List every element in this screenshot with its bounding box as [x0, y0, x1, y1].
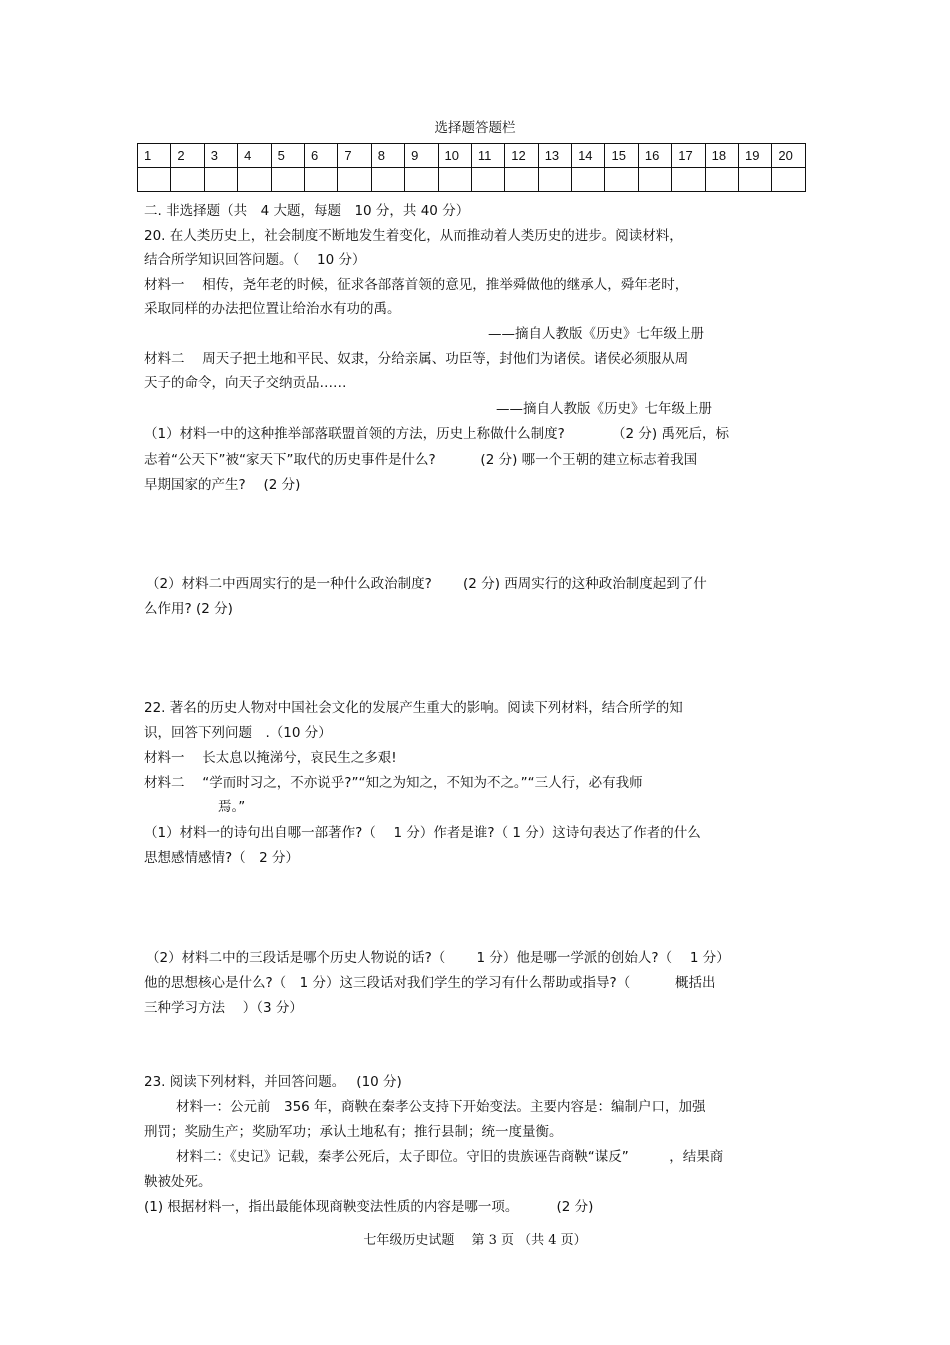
- sub-question: 他的思想核心是什么?（ 1 分）这三段话对我们学生的学习有什么帮助或指导?（ 概括出: [144, 975, 716, 991]
- sub-question: 思想感情感情?（ 2 分）: [144, 850, 300, 866]
- question-number: 19: [739, 144, 772, 168]
- answer-cell[interactable]: [371, 168, 404, 192]
- answer-cell[interactable]: [605, 168, 638, 192]
- sub-question: 早期国家的产生? (2 分): [144, 477, 301, 493]
- question-number: 8: [371, 144, 404, 168]
- sub-question: 么作用? (2 分): [144, 601, 233, 617]
- source-citation: ——摘自人教版《历史》七年级上册: [488, 326, 704, 342]
- question-23-stem: 23. 阅读下列材料，并回答问题。 (10 分): [144, 1074, 402, 1090]
- answer-cell[interactable]: [638, 168, 671, 192]
- question-number: 10: [438, 144, 471, 168]
- material-text: 材料一 长太息以掩涕兮，哀民生之多艰!: [144, 750, 397, 766]
- answer-cell[interactable]: [204, 168, 237, 192]
- question-20-stem: 结合所学知识回答问题。（ 10 分）: [144, 252, 366, 268]
- answer-blank-row: [138, 168, 806, 192]
- sub-question: （1）材料一中的这种推举部落联盟首领的方法，历史上称做什么制度? （2 分) 禹死后，标: [144, 426, 729, 442]
- answer-cell[interactable]: [572, 168, 605, 192]
- material-text: 采取同样的办法把位置让给治水有功的禹。: [144, 301, 401, 317]
- answer-cell[interactable]: [405, 168, 438, 192]
- answer-cell[interactable]: [505, 168, 538, 192]
- answer-cell[interactable]: [271, 168, 304, 192]
- question-number: 4: [238, 144, 271, 168]
- answer-cell[interactable]: [304, 168, 337, 192]
- question-number: 13: [538, 144, 571, 168]
- material-text: 天子的命令，向天子交纳贡品……: [144, 375, 347, 391]
- question-number: 9: [405, 144, 438, 168]
- page-footer: 七年级历史试题 第 3 页 （共 4 页）: [363, 1233, 587, 1248]
- sub-question: 三种学习方法 ）（3 分）: [144, 1000, 303, 1016]
- question-number: 16: [638, 144, 671, 168]
- question-20-stem: 20. 在人类历史上，社会制度不断地发生着变化，从而推动着人类历史的进步。阅读材料，: [144, 228, 683, 244]
- answer-cell[interactable]: [438, 168, 471, 192]
- question-number: 6: [304, 144, 337, 168]
- sub-question: 志着“公天下”被“家天下”取代的历史事件是什么? (2 分) 哪一个王朝的建立标志着我国: [144, 452, 698, 468]
- question-22-stem: 识，回答下列问题 .（10 分）: [144, 725, 332, 741]
- material-text: 刑罚；奖励生产；奖励军功；承认土地私有；推行县制；统一度量衡。: [144, 1124, 563, 1140]
- question-number: 20: [772, 144, 806, 168]
- answer-cell[interactable]: [138, 168, 171, 192]
- question-number: 17: [672, 144, 705, 168]
- sub-question: （2）材料二中西周实行的是一种什么政治制度? (2 分) 西周实行的这种政治制度起到了什: [146, 576, 707, 592]
- material-text: 鞅被处死。: [144, 1174, 212, 1190]
- question-number: 5: [271, 144, 304, 168]
- question-22-stem: 22. 著名的历史人物对中国社会文化的发展产生重大的影响。阅读下列材料，结合所学的知: [144, 700, 683, 716]
- answer-cell[interactable]: [538, 168, 571, 192]
- answer-cell[interactable]: [238, 168, 271, 192]
- sub-question: （1）材料一的诗句出自哪一部著作?（ 1 分）作者是谁?（ 1 分）这诗句表达了作者的什么: [144, 825, 701, 841]
- answer-sheet-title: 选择题答题栏: [434, 120, 516, 136]
- material-text: 材料二：《史记》记载，秦孝公死后，太子即位。守旧的贵族诬告商鞅“谋反” ，结果商: [176, 1149, 724, 1165]
- sub-question: (1) 根据材料一，指出最能体现商鞅变法性质的内容是哪一项。 (2 分): [144, 1199, 594, 1215]
- question-number: 18: [705, 144, 738, 168]
- material-text: 材料一：公元前 356 年，商鞅在秦孝公支持下开始变法。主要内容是：编制户口，加强: [176, 1099, 706, 1115]
- answer-cell[interactable]: [705, 168, 738, 192]
- answer-cell[interactable]: [338, 168, 371, 192]
- source-citation: ——摘自人教版《历史》七年级上册: [496, 401, 712, 417]
- section-heading: 二. 非选择题（共 4 大题，每题 10 分，共 40 分）: [144, 203, 470, 219]
- question-number: 14: [572, 144, 605, 168]
- answer-cell[interactable]: [772, 168, 806, 192]
- question-number: 3: [204, 144, 237, 168]
- question-number: 1: [138, 144, 171, 168]
- material-text: 材料一 相传，尧年老的时候，征求各部落首领的意见，推举舜做他的继承人，舜年老时，: [144, 277, 689, 293]
- sub-question: （2）材料二中的三段话是哪个历史人物说的话?（ 1 分）他是哪一学派的创始人?（ 1 分）: [146, 950, 730, 966]
- question-number: 2: [171, 144, 204, 168]
- answer-number-row: [138, 144, 806, 168]
- question-number: 7: [338, 144, 371, 168]
- answer-cell[interactable]: [672, 168, 705, 192]
- answer-cell[interactable]: [471, 168, 504, 192]
- question-number: 12: [505, 144, 538, 168]
- answer-table: [137, 143, 806, 192]
- material-text: 材料二 周天子把土地和平民、奴隶，分给亲属、功臣等，封他们为诸侯。诸侯必须服从周: [144, 351, 689, 367]
- answer-cell[interactable]: [171, 168, 204, 192]
- question-number: 11: [471, 144, 504, 168]
- material-text: 材料二 “学而时习之，不亦说乎?”“知之为知之，不知为不之。”“三人行，必有我师: [144, 775, 643, 791]
- answer-cell[interactable]: [739, 168, 772, 192]
- material-text: 焉。”: [218, 799, 246, 815]
- question-number: 15: [605, 144, 638, 168]
